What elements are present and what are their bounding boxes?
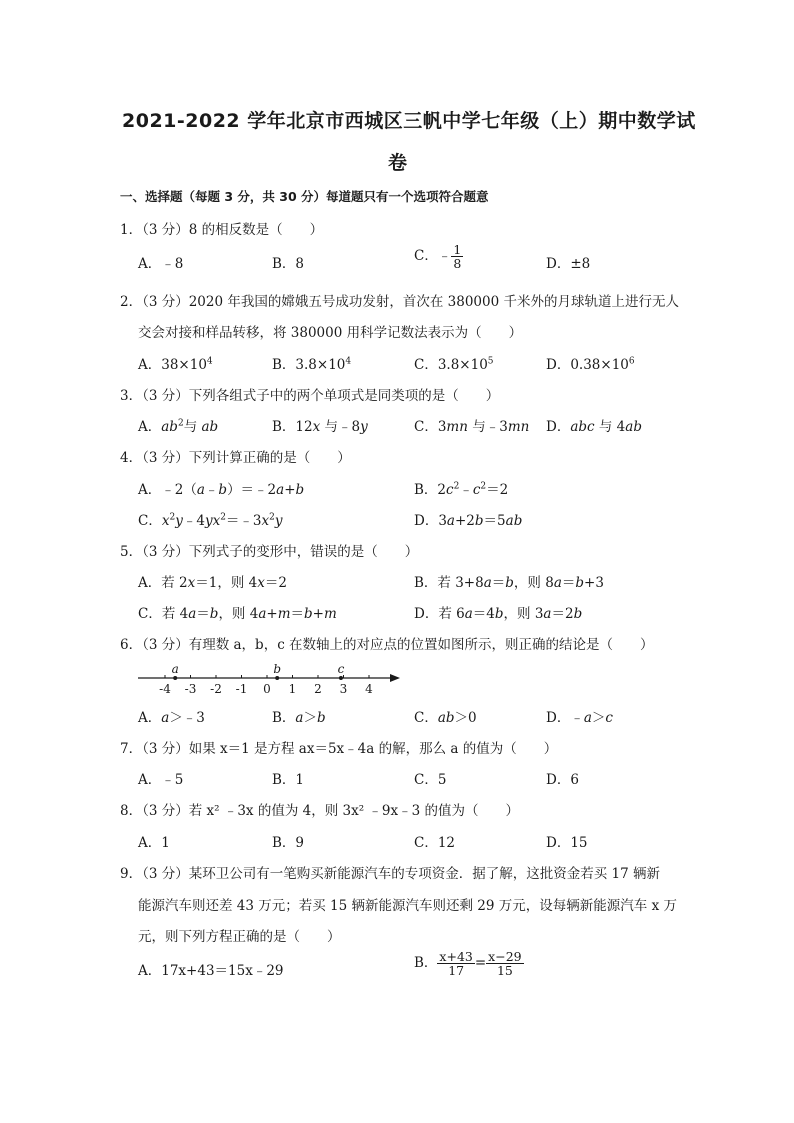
point-b <box>275 676 279 680</box>
tick-label: -1 <box>235 682 248 696</box>
question-9-stem-line3: 元，则下列方程正确的是（ ） <box>138 929 341 945</box>
question-7-option-a: A．﹣5 <box>138 772 184 788</box>
question-6-option-c: C．ab＞0 <box>414 710 477 726</box>
question-8-option-b: B．9 <box>272 835 305 851</box>
question-6-option-b: B．a＞b <box>272 710 326 726</box>
tick-label: -2 <box>210 682 222 696</box>
point-c <box>339 676 343 680</box>
question-3-stem: 3．（3 分）下列各组式子中的两个单项式是同类项的是（ ） <box>120 388 500 404</box>
fraction-numerator: x−29 <box>488 949 522 964</box>
question-2-option-c <box>414 353 494 373</box>
exponent: 4 <box>345 356 352 367</box>
option-text: C．3.8×10 <box>414 357 488 373</box>
question-8-stem: 8．（3 分）若 x² ﹣3x 的值为 4，则 3x² ﹣9x﹣3 的值为（ ） <box>120 803 519 819</box>
question-3-option-a: A．$ab^2$与 ab <box>138 418 219 435</box>
question-5-option-d: D．若 6a＝4b，则 3a＝2b <box>414 606 583 622</box>
exponent: 4 <box>206 356 213 367</box>
question-6-option-a: A．a＞﹣3 <box>138 710 205 726</box>
question-4-option-d: D．3a+2b＝5ab <box>414 513 523 529</box>
fraction-left <box>437 950 474 977</box>
fraction-numerator: x+43 <box>439 949 473 964</box>
question-5-option-c: C．若 4a＝b，则 4a+m＝b+m <box>138 606 337 622</box>
option-b-prefix: B． <box>414 955 438 972</box>
question-7-option-d: D．6 <box>546 772 579 788</box>
tick-label: 2 <box>314 682 322 696</box>
equals-sign: = <box>474 955 487 972</box>
fraction-right <box>486 950 523 977</box>
question-6-stem: 6．（3 分）有理数 a，b，c 在数轴上的对应点的位置如图所示，则正确的结论是（ ） <box>120 637 654 653</box>
question-5-option-a: A．若 2x＝1，则 4x＝2 <box>138 575 287 591</box>
question-3-option-d: D．abc 与 4ab <box>546 419 642 435</box>
arrow-icon <box>390 674 400 682</box>
tick-label: -4 <box>159 682 171 696</box>
tick-label: 1 <box>288 682 297 696</box>
option-c-prefix: C．﹣ <box>414 248 452 265</box>
tick-label: -3 <box>184 682 197 696</box>
question-2-option-b <box>272 353 351 373</box>
fraction-numerator: 1 <box>453 242 462 257</box>
question-6-option-d: D．﹣a＞c <box>546 710 613 726</box>
option-text: D．0.38×10 <box>546 357 629 373</box>
fraction-denominator: 15 <box>496 963 513 979</box>
question-5-option-b: B．若 3+8a＝b，则 8a＝b+3 <box>414 575 604 591</box>
question-1-option-b: B．8 <box>272 256 305 272</box>
tick-label: 3 <box>339 682 348 696</box>
question-4-option-b: B．$2c^2﹣c^2=2$ <box>414 481 509 498</box>
tick-label: 4 <box>365 682 373 696</box>
question-9-stem-line2: 能源汽车则还差 43 万元；若买 15 辆新能源汽车则还剩 29 万元，设每辆新能源汽车 x 万 <box>138 898 677 914</box>
point-label-a: a <box>171 662 179 676</box>
fraction-denominator: 17 <box>448 963 465 979</box>
question-1-option-c <box>414 243 463 270</box>
fraction-denominator: 8 <box>453 256 462 272</box>
tick-label: 0 <box>263 682 271 696</box>
question-7-option-b: B．1 <box>272 772 305 788</box>
number-line-figure <box>130 658 410 702</box>
page-title-continued: 卷 <box>388 152 408 174</box>
question-4-option-c: C．$x^2y﹣4yx^2=﹣3x^2y$ <box>138 512 283 529</box>
exponent: 6 <box>628 356 635 367</box>
question-4-stem: 4．（3 分）下列计算正确的是（ ） <box>120 450 351 466</box>
question-1-stem: 1．（3 分）8 的相反数是（ ） <box>120 222 324 238</box>
question-9-option-a: A．17x+43＝15x﹣29 <box>138 963 284 979</box>
question-2-option-a <box>138 353 213 373</box>
question-1-option-a: A．﹣8 <box>138 256 184 272</box>
question-8-option-a: A．1 <box>138 835 170 851</box>
question-4-option-a: A．﹣2（a﹣b）＝﹣2a+b <box>138 482 305 498</box>
fraction <box>451 243 463 270</box>
question-9-option-b <box>414 950 524 977</box>
page-title: 2021-2022 学年北京市西城区三帆中学七年级（上）期中数学试 <box>122 110 696 132</box>
question-2-stem-line2: 交会对接和样品转移，将 380000 用科学记数法表示为（ ） <box>138 325 523 341</box>
question-7-stem: 7．（3 分）如果 x＝1 是方程 ax＝5x﹣4a 的解，那么 a 的值为（ ） <box>120 741 558 757</box>
point-label-c: c <box>337 662 345 676</box>
question-5-stem: 5．（3 分）下列式子的变形中，错误的是（ ） <box>120 544 419 560</box>
question-3-option-c: C．3mn 与﹣3mn <box>414 419 530 435</box>
option-text: B．3.8×10 <box>272 357 346 373</box>
point-label-b: b <box>273 662 282 676</box>
question-8-option-d: D．15 <box>546 835 588 851</box>
question-8-option-c: C．12 <box>414 835 456 851</box>
question-9-stem-line1: 9．（3 分）某环卫公司有一笔购买新能源汽车的专项资金．据了解，这批资金若买 17 辆新 <box>120 866 660 882</box>
question-3-option-b: B．12x 与﹣8y <box>272 419 368 435</box>
exponent: 5 <box>487 356 494 367</box>
question-2-stem-line1: 2．（3 分）2020 年我国的嫦娥五号成功发射，首次在 380000 千米外的月球轨道上进行无人 <box>120 294 679 310</box>
point-a <box>173 676 177 680</box>
question-1-option-d: D．±8 <box>546 256 591 272</box>
number-line-points <box>172 662 345 680</box>
question-7-option-c: C．5 <box>414 772 447 788</box>
section-heading: 一、选择题（每题 3 分，共 30 分）每道题只有一个选项符合题意 <box>120 189 489 204</box>
option-text: A．38×10 <box>138 357 207 373</box>
question-2-option-d <box>546 353 635 373</box>
